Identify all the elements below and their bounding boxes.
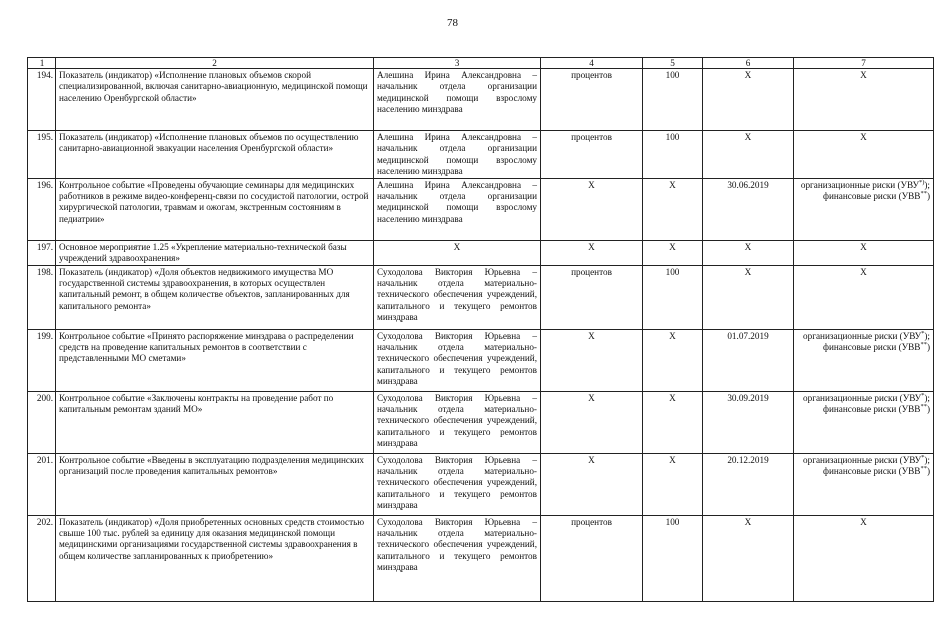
row-risk — [794, 453, 934, 515]
row-risk — [794, 69, 934, 131]
risk-sup: * — [921, 453, 925, 461]
row-date: X — [703, 131, 794, 179]
row-responsible: Суходолова Виктория Юрьевна – начальник отдела материально-технического обеспечения учреждений, капитального и текущего ремонтов минздрава — [374, 453, 541, 515]
row-unit: процентов — [541, 515, 643, 601]
row-unit: процентов — [541, 265, 643, 329]
risk-text: организационные риски (УВУ — [803, 330, 922, 341]
risk-tail: ) — [926, 404, 930, 415]
row-name: Контрольное событие «Проведены обучающие семинары для медицинских работников в режиме видео-конференц-связи по сосудистой патологии, острой хирургической патологии, травмам и ожогам, экстренным состояниям в педиатрии» — [56, 178, 374, 240]
row-responsible: Суходолова Виктория Юрьевна – начальник отдела материально-технического обеспечения учреждений, капитального и текущего ремонтов минздрава — [374, 329, 541, 391]
risk-text: финансовые риски (УВВ — [823, 466, 921, 477]
risk-text: организационные риски (УВУ — [803, 392, 922, 403]
row-value: 100 — [643, 265, 703, 329]
header-cell: 4 — [541, 58, 643, 69]
risk-organizational — [797, 331, 930, 342]
row-number: 198. — [28, 265, 56, 329]
risk-sup: * — [921, 329, 925, 337]
risk-organizational — [797, 180, 930, 191]
risk-organizational — [797, 455, 930, 466]
row-risk — [794, 240, 934, 265]
header-cell: 6 — [703, 58, 794, 69]
risk-tail: ) — [926, 466, 930, 477]
row-unit: процентов — [541, 131, 643, 179]
risk-tail: ) — [926, 342, 930, 353]
header-cell: 7 — [794, 58, 934, 69]
row-date: X — [703, 69, 794, 131]
program-table — [27, 57, 934, 602]
risk-sup: ** — [920, 189, 927, 197]
risk-text: организационные риски (УВУ — [803, 454, 922, 465]
risk-financial — [797, 342, 930, 353]
row-risk — [794, 329, 934, 391]
row-responsible: Суходолова Виктория Юрьевна – начальник отдела материально-технического обеспечения учреждений, капитального и текущего ремонтов минздрава — [374, 515, 541, 601]
row-value: 100 — [643, 515, 703, 601]
row-date: X — [703, 515, 794, 601]
row-risk — [794, 515, 934, 601]
risk-financial — [797, 466, 930, 477]
header-cell: 5 — [643, 58, 703, 69]
risk-text: X — [860, 516, 867, 527]
risk-tail: ); — [924, 330, 930, 341]
row-date: 01.07.2019 — [703, 329, 794, 391]
row-name: Основное мероприятие 1.25 «Укрепление материально-технической базы учреждений здравоохранения» — [56, 240, 374, 265]
header-cell: 1 — [28, 58, 56, 69]
row-date: 30.09.2019 — [703, 391, 794, 453]
row-number: 200. — [28, 391, 56, 453]
row-name: Контрольное событие «Заключены контракты на проведение работ по капитальным ремонтам зданий МО» — [56, 391, 374, 453]
header-cell: 2 — [56, 58, 374, 69]
row-risk — [794, 131, 934, 179]
row-value: X — [643, 391, 703, 453]
risk-text: финансовые риски (УВВ — [823, 404, 921, 415]
row-number: 194. — [28, 69, 56, 131]
row-value: X — [643, 329, 703, 391]
row-value: X — [643, 240, 703, 265]
row-unit: X — [541, 453, 643, 515]
row-date: 30.06.2019 — [703, 178, 794, 240]
row-responsible: Алешина Ирина Александровна – начальник отдела организации медицинской помощи взрослому населению минздрава — [374, 69, 541, 131]
row-name: Контрольное событие «Принято распоряжение минздрава о распределении средств на проведение капитальных ремонтов в соответствии с представленными МО сметами» — [56, 329, 374, 391]
risk-tail: ) — [926, 191, 930, 202]
risk-sup: * — [921, 391, 925, 399]
row-responsible: Алешина Ирина Александровна – начальник отдела организации медицинской помощи взрослому населению минздрава — [374, 178, 541, 240]
row-number: 201. — [28, 453, 56, 515]
row-value: X — [643, 178, 703, 240]
row-responsible: Суходолова Виктория Юрьевна – начальник отдела материально-технического обеспечения учреждений, капитального и текущего ремонтов минздрава — [374, 391, 541, 453]
table-row — [28, 329, 934, 391]
table-row — [28, 240, 934, 265]
row-unit: процентов — [541, 69, 643, 131]
risk-financial — [797, 191, 930, 202]
row-number: 195. — [28, 131, 56, 179]
risk-tail: ); — [924, 392, 930, 403]
row-unit: X — [541, 329, 643, 391]
row-unit: X — [541, 178, 643, 240]
risk-sup: ** — [920, 402, 927, 410]
row-responsible: X — [374, 240, 541, 265]
row-name: Показатель (индикатор) «Доля приобретенных основных средств стоимостью свыше 100 тыс. рублей за единицу для оказания медицинской помощи медицинскими организациями государственной системы здравоохранения в общем количестве запланированных к приобретению» — [56, 515, 374, 601]
risk-text: X — [860, 266, 867, 277]
risk-text: X — [860, 241, 867, 252]
table-row — [28, 391, 934, 453]
row-risk — [794, 178, 934, 240]
row-unit: X — [541, 240, 643, 265]
row-value: 100 — [643, 69, 703, 131]
risk-text: финансовые риски (УВВ — [823, 191, 921, 202]
table-row — [28, 178, 934, 240]
row-responsible: Алешина Ирина Александровна – начальник отдела организации медицинской помощи взрослому населению минздрава — [374, 131, 541, 179]
risk-text: финансовые риски (УВВ — [823, 342, 921, 353]
risk-tail: ); — [924, 179, 930, 190]
row-unit: X — [541, 391, 643, 453]
header-cell: 3 — [374, 58, 541, 69]
row-name: Показатель (индикатор) «Исполнение плановых объемов скорой специализированной, включая санитарно-авиационную, медицинской помощи населению Оренбургской области» — [56, 69, 374, 131]
row-responsible: Суходолова Виктория Юрьевна – начальник отдела материально-технического обеспечения учреждений, капитального и текущего ремонтов минздрава — [374, 265, 541, 329]
risk-financial — [797, 404, 930, 415]
risk-text: X — [860, 70, 867, 80]
row-name: Контрольное событие «Введены в эксплуатацию подразделения медицинских организаций после проведения капитальных ремонтов» — [56, 453, 374, 515]
risk-organizational — [797, 393, 930, 404]
table-header-row — [28, 58, 934, 69]
table-row — [28, 453, 934, 515]
table-row — [28, 69, 934, 131]
risk-text: X — [860, 132, 867, 142]
row-name: Показатель (индикатор) «Исполнение плановых объемов по осуществлению санитарно-авиационной эвакуации населения Оренбургской области» — [56, 131, 374, 179]
risk-sup: ** — [920, 464, 927, 472]
table-row — [28, 265, 934, 329]
risk-text: организационные риски (УВУ — [800, 179, 919, 190]
row-name: Показатель (индикатор) «Доля объектов недвижимого имущества МО государственной системы здравоохранения, в которых осуществлен капитальный ремонт, в общем количестве объектов, запланированных для капитального ремонта» — [56, 265, 374, 329]
row-risk — [794, 265, 934, 329]
page-number: 78 — [447, 17, 458, 29]
row-number: 197. — [28, 240, 56, 265]
table-row — [28, 131, 934, 179]
row-number: 196. — [28, 178, 56, 240]
row-date: X — [703, 240, 794, 265]
row-value: 100 — [643, 131, 703, 179]
risk-sup: ** — [920, 340, 927, 348]
row-risk — [794, 391, 934, 453]
row-value: X — [643, 453, 703, 515]
row-date: 20.12.2019 — [703, 453, 794, 515]
row-number: 199. — [28, 329, 56, 391]
table-row — [28, 515, 934, 601]
row-number: 202. — [28, 515, 56, 601]
row-date: X — [703, 265, 794, 329]
risk-tail: ); — [924, 454, 930, 465]
risk-sup: *) — [918, 178, 925, 186]
